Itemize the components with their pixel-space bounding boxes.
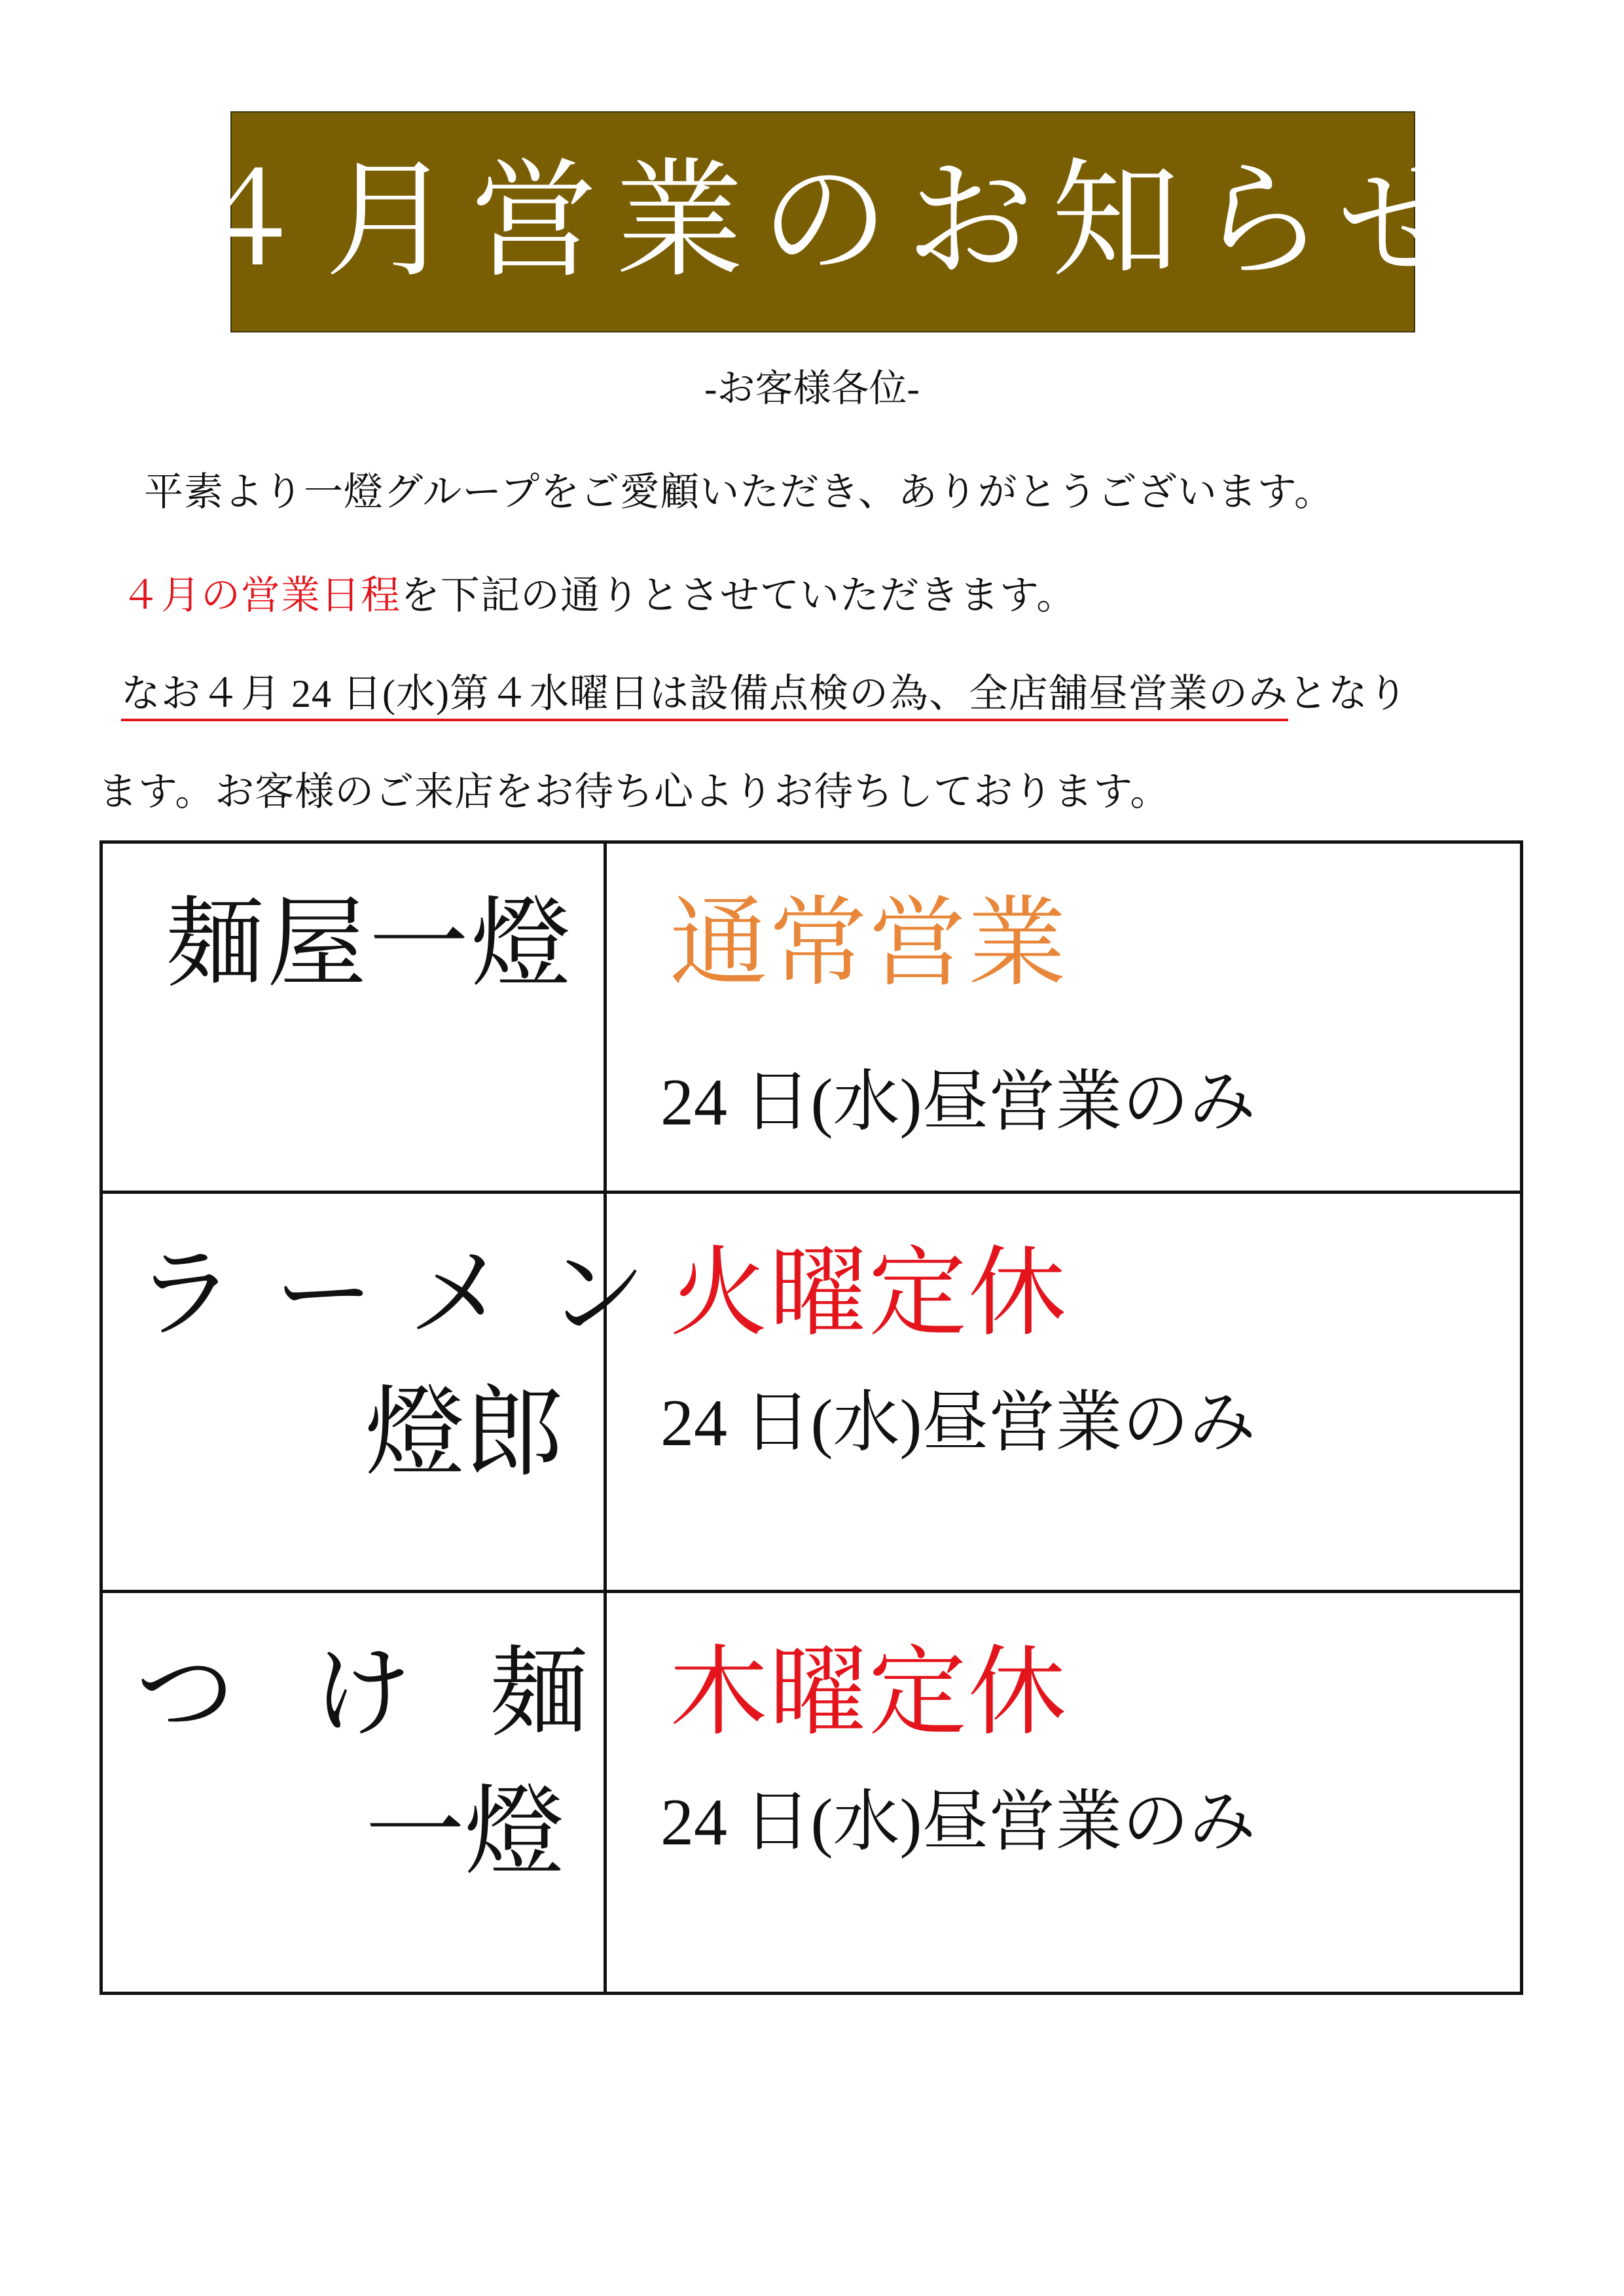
shop-name: つけ麺 [135,1639,666,1749]
shop-status-cell [605,842,1522,1193]
schedule-paragraph [121,576,1076,615]
shop-name-line2: 一燈 [365,1778,564,1888]
shop-name: ラーメン [135,1240,686,1350]
closing-paragraph: ます。お客様のご来店をお待ち心よりお待ちしております。 [98,770,1170,814]
intro-paragraph: 平素より一燈グループをご愛顧いただき、ありがとうございます。 [144,471,1334,514]
notice-prefix: なお [121,672,201,715]
shop-schedule-table [99,840,1523,1995]
status-note: 24 日(水)昼営業のみ [660,1785,1256,1859]
status-label: 木曜定休 [670,1639,1068,1748]
shop-name-cell [101,1193,686,1592]
status-note: 24 日(水)昼営業のみ [660,1386,1256,1460]
schedule-highlight: ４月の営業日程 [121,574,401,617]
shop-status-cell [605,1193,1522,1592]
schedule-text: を下記の通りとさせていただきます。 [401,574,1077,617]
notice-underlined [121,672,1288,715]
status-note: 24 日(水)昼営業のみ [660,1066,1256,1139]
shop-name-cell [101,1592,666,1994]
shop-name-cell [101,842,605,1193]
page-title: ４月営業のお知らせ [179,151,1484,293]
greeting: -お客様各位- [704,367,920,410]
notice-suffix: となり [1288,672,1408,715]
notice-highlight: ４月 24 日(水)第４水曜日は設備点検の為、全店舗昼営業のみ [201,672,1288,715]
table-row [101,1592,1522,1994]
shop-name: 麺屋一燈 [165,889,573,999]
shop-name-line2: 燈郎 [365,1378,564,1488]
table-row [101,842,1522,1193]
status-label: 通常営業 [670,889,1068,998]
status-label: 火曜定休 [670,1240,1068,1348]
table-row [101,1193,1522,1592]
shop-status-cell [605,1592,1522,1994]
notice-paragraph [121,674,1408,713]
title-banner [179,111,1484,332]
